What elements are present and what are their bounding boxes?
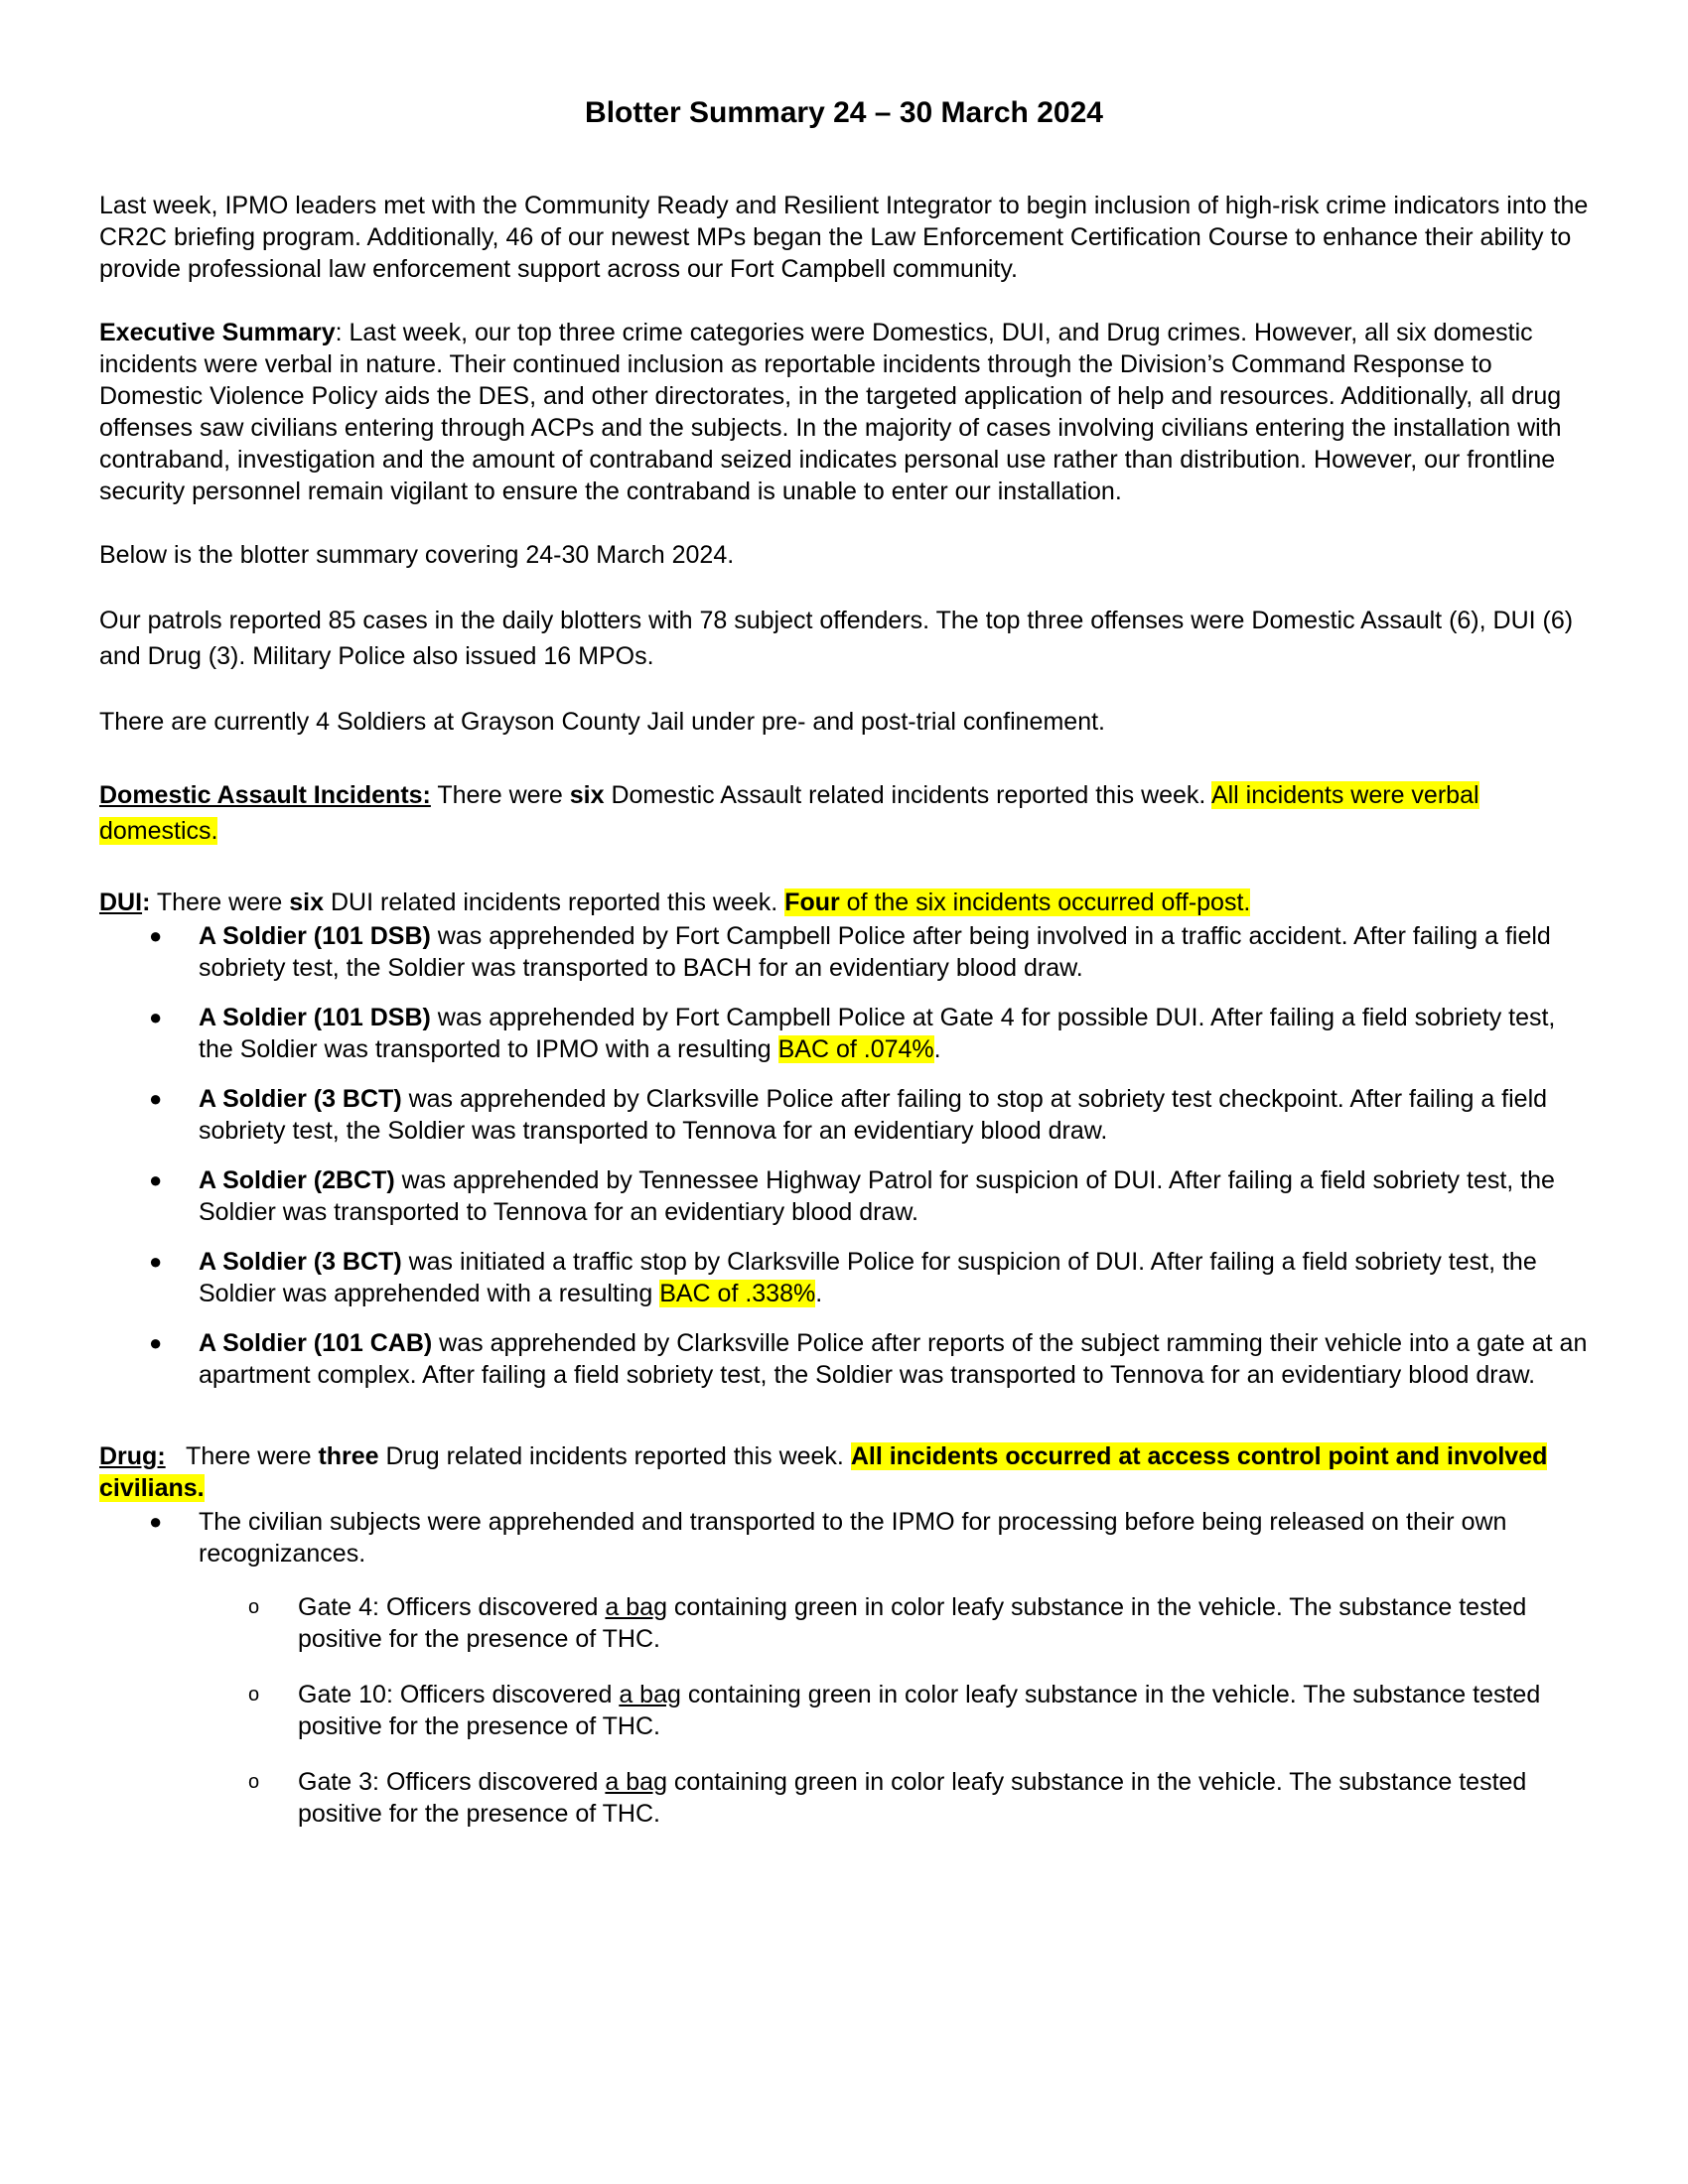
dui-incident [99, 1002, 1589, 1065]
dui-section [99, 887, 1589, 918]
gate-text-post: containing green in color leafy substance in the vehicle. The substance tested positive for the presence of THC. [298, 1768, 1527, 1828]
drug-bullet-text: The civilian subjects were apprehended and transported to the IPMO for processing before being released on their own recognizances. [199, 1508, 1507, 1568]
bac-highlight: BAC of .074% [777, 1035, 934, 1063]
executive-summary-label: Executive Summary [99, 319, 336, 346]
dui-text: was apprehended by Fort Campbell Police after being involved in a traffic accident. After failing a field sobriety test, the Soldier was transported to BACH for an evidentiary blood draw. [199, 922, 1551, 982]
bullet-icon: ● [149, 923, 163, 948]
patrols-paragraph: Our patrols reported 85 cases in the daily blotters with 78 subject offenders. The top three offenses were Domestic Assault (6), DUI (6) and Drug (3). Military Police also issued 16 MPOs. [99, 607, 1574, 670]
dui-text-tail: . [815, 1280, 823, 1307]
dui-text: was apprehended by Clarksville Police after failing to stop at sobriety test checkpoint. After failing a field sobriety test, the Soldier was transported to Tennova for an evidentiary blood draw. [199, 1085, 1548, 1145]
dui-incident [99, 1246, 1589, 1309]
gate-text-post: containing green in color leafy substance in the vehicle. The substance tested positive for the presence of THC. [298, 1593, 1527, 1653]
dui-subject: A Soldier (101 DSB) [199, 922, 431, 950]
dui-incident [99, 1083, 1589, 1147]
dui-text: was apprehended by Clarksville Police after reports of the subject ramming their vehicle into a gate at an apartment complex. After failing a field sobriety test, the Soldier was transported to Tennova for an evidentiary blood draw. [199, 1329, 1588, 1389]
page-title: Blotter Summary 24 – 30 March 2024 [585, 96, 1103, 129]
bullet-icon: ● [149, 1005, 163, 1029]
dui-subject: A Soldier (101 DSB) [199, 1004, 431, 1031]
domestic-count: six [569, 781, 605, 809]
drug-text-pre: There were [165, 1442, 319, 1470]
dui-text-post: DUI related incidents reported this week. [324, 888, 785, 916]
bullet-icon: ● [149, 1086, 163, 1111]
dui-highlight-rest: of the six incidents occurred off-post. [839, 888, 1251, 916]
drug-section [99, 1440, 1589, 1504]
gate-text-underlined: a bag [605, 1768, 667, 1796]
drug-gate-item [99, 1679, 1589, 1742]
domestic-text-pre: There were [430, 781, 570, 809]
dui-text-tail: . [933, 1035, 941, 1063]
domestic-assault-section [99, 777, 1589, 849]
dui-text: was initiated a traffic stop by Clarksville Police for suspicion of DUI. After failing a field sobriety test, the Soldier was apprehended with a resulting [199, 1248, 1537, 1307]
dui-colon: : [142, 888, 151, 916]
dui-highlight-bold: Four [784, 888, 840, 916]
domestic-highlight: All incidents were verbal domestics. [99, 781, 1479, 845]
domestic-text-post: Domestic Assault related incidents reported this week. [604, 781, 1211, 809]
dui-text: was apprehended by Fort Campbell Police at Gate 4 for possible DUI. After failing a field sobriety test, the Soldier was transported to IPMO with a resulting [199, 1004, 1556, 1063]
bullet-icon: ● [149, 1167, 163, 1192]
dui-highlight [784, 888, 1250, 916]
dui-subject: A Soldier (3 BCT) [199, 1085, 402, 1113]
bac-highlight: BAC of .338% [659, 1280, 816, 1307]
dui-label: DUI [99, 888, 143, 916]
jail-paragraph: There are currently 4 Soldiers at Grayson County Jail under pre- and post-trial confinement. [99, 708, 1105, 736]
dui-incident [99, 1327, 1589, 1391]
drug-gate-list [99, 1591, 1589, 1830]
dui-incident [99, 920, 1589, 984]
summary-coverage: Below is the blotter summary covering 24-30 March 2024. [99, 541, 735, 569]
intro-paragraph: Last week, IPMO leaders met with the Community Ready and Resilient Integrator to begin inclusion of high-risk crime indicators into the CR2C briefing program. Additionally, 46 of our newest MPs began the Law Enforcement Certification Course to enhance their ability to provide professional law enforcement support across our Fort Campbell community. [99, 192, 1589, 283]
gate-text-pre: Gate 10: Officers discovered [298, 1681, 620, 1708]
drug-gate-item [99, 1591, 1589, 1655]
dui-subject: A Soldier (101 CAB) [199, 1329, 433, 1357]
gate-text-post: containing green in color leafy substance in the vehicle. The substance tested positive for the presence of THC. [298, 1681, 1541, 1740]
bullet-icon: ● [149, 1509, 163, 1534]
dui-subject: A Soldier (3 BCT) [199, 1248, 402, 1276]
circle-bullet-icon: o [248, 1684, 260, 1706]
drug-highlight: All incidents occurred at access control point and involved civilians. [99, 1442, 1548, 1502]
dui-incident [99, 1164, 1589, 1228]
bullet-icon: ● [149, 1330, 163, 1355]
gate-text-underlined: a bag [619, 1681, 681, 1708]
gate-text-pre: Gate 3: Officers discovered [298, 1768, 606, 1796]
circle-bullet-icon: o [248, 1596, 260, 1618]
domestic-assault-label: Domestic Assault Incidents: [99, 781, 431, 809]
drug-incident-list [99, 1506, 1589, 1830]
dui-incident-list [99, 920, 1589, 1391]
drug-text-post: Drug related incidents reported this week. [378, 1442, 851, 1470]
drug-count: three [318, 1442, 379, 1470]
bullet-icon: ● [149, 1249, 163, 1274]
drug-gate-item [99, 1766, 1589, 1830]
drug-bullet [99, 1506, 1589, 1830]
dui-count: six [289, 888, 325, 916]
dui-subject: A Soldier (2BCT) [199, 1166, 395, 1194]
executive-summary [99, 317, 1589, 507]
dui-text: was apprehended by Tennessee Highway Patrol for suspicion of DUI. After failing a field sobriety test, the Soldier was transported to Tennova for an evidentiary blood draw. [199, 1166, 1555, 1226]
gate-text-underlined: a bag [605, 1593, 667, 1621]
executive-summary-text: : Last week, our top three crime categories were Domestics, DUI, and Drug crimes. However, all six domestic incidents were verbal in nature. Their continued inclusion as reportable incidents through the Division’s Command Response to Domestic Violence Policy aids the DES, and other directorates, in the targeted application of help and resources. Additionally, all drug offenses saw civilians entering through ACPs and the subjects. In the majority of cases involving civilians entering the installation with contraband, investigation and the amount of contraband seized indicates personal use rather than distribution. However, our frontline security personnel remain vigilant to ensure the contraband is unable to enter our installation. [99, 319, 1562, 505]
drug-label: Drug: [99, 1442, 166, 1470]
gate-text-pre: Gate 4: Officers discovered [298, 1593, 606, 1621]
circle-bullet-icon: o [248, 1771, 260, 1793]
dui-text-pre: There were [150, 888, 290, 916]
